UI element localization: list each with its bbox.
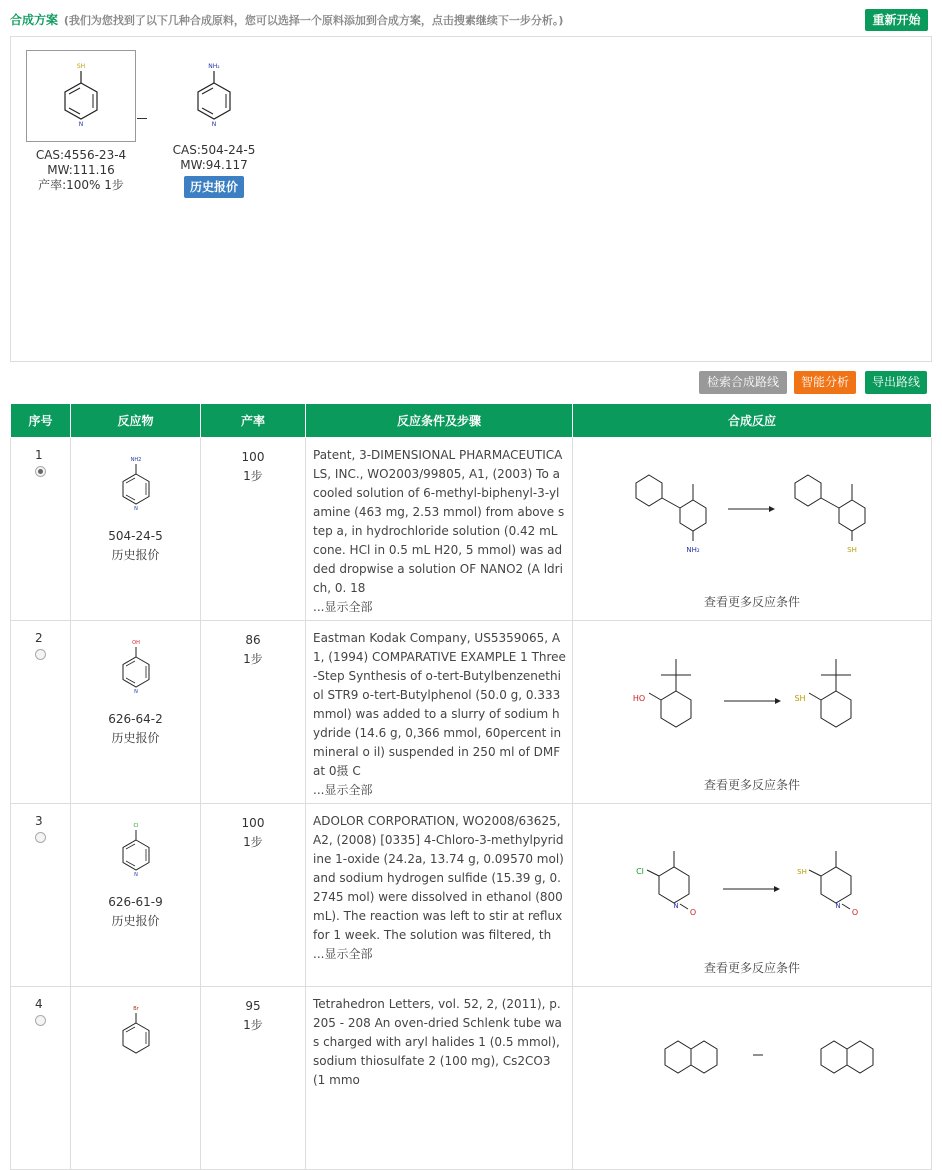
reactant-cas[interactable]: 504-24-5 xyxy=(108,529,163,543)
header-no: 序号 xyxy=(11,404,71,438)
reactant-cell xyxy=(71,804,201,987)
yield-value: 95 xyxy=(245,999,261,1013)
reaction-scheme[interactable] xyxy=(573,438,932,588)
yield-value: 100 xyxy=(241,450,265,464)
row-select-radio[interactable] xyxy=(35,466,46,477)
yield-cell xyxy=(201,621,306,804)
svg-text:N: N xyxy=(133,872,138,878)
more-conditions-link[interactable]: 查看更多反应条件 xyxy=(703,778,800,792)
reaction-atom-label: SH xyxy=(797,868,807,876)
compound-structure[interactable] xyxy=(26,50,136,142)
route-compound-1[interactable] xyxy=(26,50,136,193)
svg-text:N: N xyxy=(211,121,217,128)
reaction-cell xyxy=(573,987,932,1170)
reaction-cell xyxy=(573,804,932,987)
row-number: 2 xyxy=(35,631,43,645)
route-compound-2[interactable] xyxy=(159,50,269,198)
reactant-cas[interactable]: 626-61-9 xyxy=(108,895,163,909)
svg-text:NH₂: NH₂ xyxy=(208,63,220,70)
svg-text:SH: SH xyxy=(76,63,86,70)
row-number-cell xyxy=(11,987,71,1170)
pyridine-thiol-structure xyxy=(51,57,111,135)
page-header xyxy=(10,10,563,30)
compound-mw: MW:94.117 xyxy=(180,158,248,172)
reaction-atom-label: HO xyxy=(632,694,646,703)
yield-cell xyxy=(201,438,306,621)
reaction-table xyxy=(10,403,932,1170)
price-history-button[interactable]: 历史报价 xyxy=(184,176,244,198)
reactant-cell xyxy=(71,438,201,621)
reaction-atom-label: SH xyxy=(847,546,857,554)
show-all-link[interactable]: ...显示全部 xyxy=(313,600,373,614)
route-connector xyxy=(137,118,147,119)
row-number: 1 xyxy=(35,448,43,462)
conditions-cell xyxy=(306,987,573,1170)
reactant-structure[interactable] xyxy=(116,818,156,884)
substituent-label: NH2 xyxy=(130,457,141,463)
reactant-cell xyxy=(71,987,201,1170)
substituent-label: Cl xyxy=(133,823,138,829)
reaction-atom-label: NH₂ xyxy=(686,546,700,554)
conditions-cell xyxy=(306,621,573,804)
svg-text:N: N xyxy=(133,689,138,695)
more-conditions-link[interactable]: 查看更多反应条件 xyxy=(703,961,800,975)
substituent-label: Br xyxy=(132,1006,139,1012)
compound-cas: CAS:504-24-5 xyxy=(172,143,256,157)
steps-value: 1步 xyxy=(243,652,263,666)
row-number: 4 xyxy=(35,997,43,1011)
restart-button[interactable]: 重新开始 xyxy=(865,9,928,31)
page-title: 合成方案 xyxy=(10,13,59,27)
show-all-link[interactable]: ...显示全部 xyxy=(313,783,373,797)
substituent-label: OH xyxy=(131,640,140,646)
reactant-cell xyxy=(71,621,201,804)
reaction-scheme[interactable] xyxy=(573,804,932,954)
reaction-atom-label: O xyxy=(689,908,697,917)
reactant-structure[interactable] xyxy=(116,452,156,518)
reaction-cell xyxy=(573,438,932,621)
reaction-scheme[interactable] xyxy=(573,621,932,771)
row-number-cell xyxy=(11,621,71,804)
table-row xyxy=(11,438,932,621)
reaction-atom-label: O xyxy=(851,908,859,917)
reaction-atom-label: N xyxy=(835,902,841,910)
compound-mw: MW:111.16 xyxy=(47,163,115,177)
table-row xyxy=(11,804,932,987)
row-number-cell xyxy=(11,804,71,987)
reactant-structure[interactable] xyxy=(116,1001,156,1067)
table-row xyxy=(11,621,932,804)
conditions-text: Patent, 3-DIMENSIONAL PHARMACEUTICALS, INC., WO2003/99805, A1, (2003) To a cooled solution of 6-methyl-biphenyl-3-ylamine (463 mg, 2.53 mmol) from above step a, in hydrochloride solution (0.42 mL cone. HCl in 0.5 mL H20, 5 mmol) was added dropwise a solution OF NANO2 (A ldrich, 0. 18 xyxy=(313,448,565,595)
reaction-atom-label: N xyxy=(673,902,679,910)
smart-analysis-button[interactable]: 智能分析 xyxy=(794,371,856,394)
row-number: 3 xyxy=(35,814,43,828)
more-conditions-link[interactable]: 查看更多反应条件 xyxy=(703,595,800,609)
table-row xyxy=(11,987,932,1170)
export-route-button[interactable]: 导出路线 xyxy=(865,371,927,394)
reaction-cell xyxy=(573,621,932,804)
page-hint: (我们为您找到了以下几种合成原料，您可以选择一个原料添加到合成方案，点击搜素继续下一步分析。) xyxy=(63,14,564,27)
row-number-cell xyxy=(11,438,71,621)
svg-text:N: N xyxy=(133,506,138,512)
row-select-radio[interactable] xyxy=(35,1015,46,1026)
reactant-structure[interactable] xyxy=(116,635,156,701)
steps-value: 1步 xyxy=(243,835,263,849)
svg-text:N: N xyxy=(78,121,84,128)
conditions-text: ADOLOR CORPORATION, WO2008/63625, A2, (2008) [0335] 4-Chloro-3-methylpyridine 1-oxide (24.2a, 13.74 g, 0.09570 mol) and sodium hydrogen sulfide (15.39 g, 0.2745 mol) were dissolved in ethanol (800 mL). The reaction was left to stir at reflux for 1 week. The solution was filtered, th xyxy=(313,814,564,942)
reaction-scheme[interactable] xyxy=(573,987,932,1137)
steps-value: 1步 xyxy=(243,469,263,483)
price-history-link[interactable]: 历史报价 xyxy=(111,914,160,928)
yield-value: 86 xyxy=(245,633,261,647)
yield-value: 100 xyxy=(241,816,265,830)
compound-yield: 产率:100% 1步 xyxy=(38,178,124,192)
steps-value: 1步 xyxy=(243,1018,263,1032)
yield-cell xyxy=(201,804,306,987)
conditions-cell xyxy=(306,804,573,987)
compound-structure[interactable] xyxy=(159,50,269,142)
reaction-atom-label: SH xyxy=(794,694,806,703)
aminopyridine-structure xyxy=(184,57,244,135)
synthesis-route-panel xyxy=(10,36,932,362)
header-reactant: 反应物 xyxy=(71,404,201,438)
header-yield: 产率 xyxy=(201,404,306,438)
search-route-button[interactable]: 检索合成路线 xyxy=(699,371,787,394)
conditions-text: Eastman Kodak Company, US5359065, A1, (1994) COMPARATIVE EXAMPLE 1 Three-Step Synthesis of o-tert-Butylbenzenethiol STR9 o-tert-Butylphenol (50.0 g, 0.333 mmol) was added to a slurry of sodium hydride (14.6 g, 0,366 mmol, 60percent in mineral o il) suspended in 250 ml of DMF at 0摄 C xyxy=(313,631,566,778)
header-reaction: 合成反应 xyxy=(573,404,932,438)
conditions-cell xyxy=(306,438,573,621)
reactant-cas[interactable]: 626-64-2 xyxy=(108,712,163,726)
compound-cas: CAS:4556-23-4 xyxy=(35,148,127,162)
row-select-radio[interactable] xyxy=(35,832,46,843)
conditions-text: Tetrahedron Letters, vol. 52, 2, (2011), p. 205 - 208 An oven-dried Schlenk tube was charged with aryl halides 1 (0.5 mmol), sodium thiosulfate 2 (100 mg), Cs2CO3 (1 mmo xyxy=(313,997,562,1087)
reaction-atom-label: Cl xyxy=(636,867,644,876)
yield-cell xyxy=(201,987,306,1170)
row-select-radio[interactable] xyxy=(35,649,46,660)
table-header-row xyxy=(11,404,932,438)
show-all-link[interactable]: ...显示全部 xyxy=(313,947,373,961)
price-history-link[interactable]: 历史报价 xyxy=(111,731,160,745)
price-history-link[interactable]: 历史报价 xyxy=(111,548,160,562)
header-conditions: 反应条件及步骤 xyxy=(306,404,573,438)
